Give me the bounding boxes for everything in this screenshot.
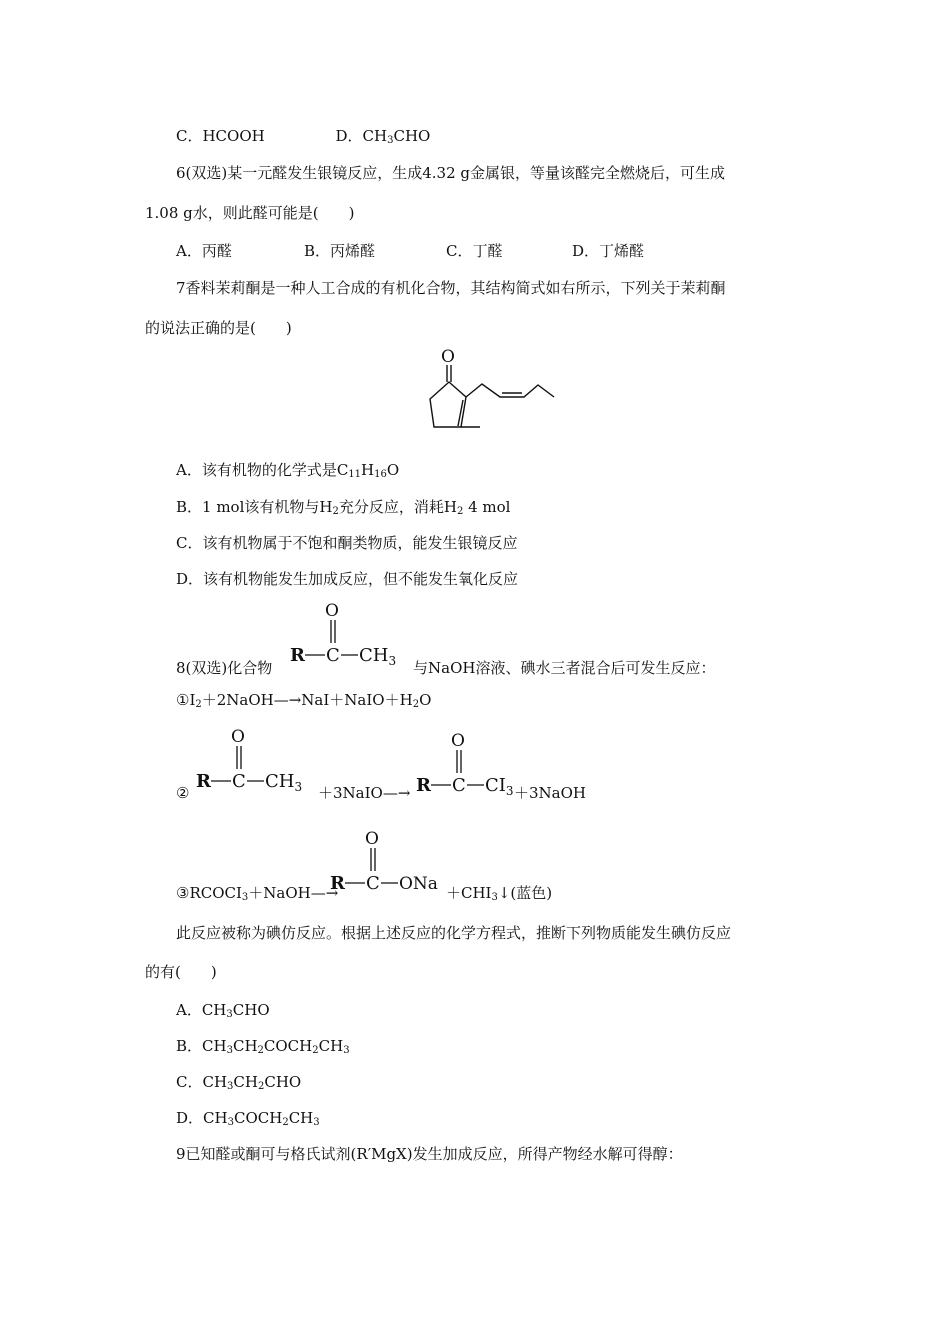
- rxn2-reactant-c: C: [232, 771, 246, 792]
- ketone-c-label: C: [326, 645, 340, 666]
- q7-stem-line2: 的说法正确的是( ): [145, 319, 292, 337]
- rxn2-reactant-r: R: [196, 771, 211, 792]
- carbonyl-oxygen-label: O: [441, 347, 455, 367]
- q9-stem: 9已知醛或酮可与格氏试剂(R′MgX)发生加成反应，所得产物经水解可得醇：: [176, 1145, 683, 1163]
- rxn3-product-o: O: [365, 829, 379, 849]
- rxn2-product-c: C: [452, 775, 466, 796]
- q8-reaction-3-prefix: $③RCOCI_3+NaOH—\to$: [176, 884, 339, 903]
- q6-option-b: B．丙烯醛: [304, 242, 376, 260]
- ketone-ch3-label: $CH_3$: [359, 645, 397, 668]
- rxn2-reactant-ch3: $CH_3$: [265, 771, 303, 794]
- q8-reaction-3-suffix: $+CHI_3↓$(蓝色): [446, 884, 553, 903]
- q7-option-d: D．该有机物能发生加成反应，但不能发生氧化反应: [176, 570, 519, 588]
- q7-option-b: B．1 mol该有机物与$H_2$充分反应，消耗$H_2$ 4 mol: [176, 498, 511, 517]
- q5-option-c: C．HCOOH: [176, 127, 265, 145]
- cyclopentanone-ring: [430, 382, 466, 427]
- ketone-o-label: O: [325, 601, 339, 621]
- rxn3-product-structure: [328, 826, 448, 906]
- rxn2-product-r: R: [416, 775, 431, 796]
- q8-desc-line2: 的有( ): [145, 963, 217, 981]
- q6-stem-line1: 6(双选)某一元醛发生银镜反应，生成4.32 g金属银，等量该醛完全燃烧后，可生成: [176, 164, 726, 182]
- rxn2-reactant-o: O: [231, 727, 245, 747]
- q6-stem-line2: 1.08 g水，则此醛可能是( ): [145, 204, 355, 222]
- q8-option-c: C．$CH_3CH_2CHO$: [176, 1073, 302, 1092]
- methyl-ketone-structure: [288, 598, 410, 678]
- q8-reaction-1: $①I_2+2NaOH—\to NaI+NaIO+H_2O$: [176, 691, 432, 710]
- q6-option-a: A．丙醛: [176, 242, 232, 260]
- jasmone-structure: [420, 342, 560, 437]
- q7-stem-line1: 7香料茉莉酮是一种人工合成的有机化合物，其结构简式如右所示，下列关于茉莉酮: [176, 279, 726, 297]
- q6-option-c: C．丁醛: [446, 242, 503, 260]
- q5-option-row: [176, 126, 430, 146]
- ketone-r-label: R: [290, 645, 305, 666]
- q6-option-d: D．丁烯醛: [572, 242, 645, 260]
- rxn2-product-ci3: $CI_3$: [485, 775, 514, 798]
- q8-reaction-2-mid: ＋3NaIO—→: [318, 784, 411, 802]
- rxn2-product-o: O: [451, 731, 465, 751]
- q6-options: [176, 241, 644, 261]
- q8-option-d: D．$CH_3COCH_2CH_3$: [176, 1109, 320, 1128]
- rxn3-product-c: C: [366, 873, 380, 894]
- q8-desc-line1: 此反应被称为碘仿反应。根据上述反应的化学方程式，推断下列物质能发生碘仿反应: [176, 924, 732, 942]
- q7-option-a: A．该有机物的化学式是$C_{11}H_{16}O$: [176, 461, 400, 480]
- q8-reaction-2-number: ②: [176, 784, 190, 802]
- rxn2-product-structure: [414, 728, 524, 808]
- q8-option-a: A．$CH_3CHO$: [176, 1001, 270, 1020]
- rxn3-product-r: R: [330, 873, 345, 894]
- q8-stem-prefix: 8(双选)化合物: [176, 659, 273, 677]
- q8-option-b: B．$CH_3CH_2COCH_2CH_3$: [176, 1037, 350, 1056]
- pentenyl-chain: [466, 384, 554, 397]
- q7-option-c: C．该有机物属于不饱和酮类物质，能发生银镜反应: [176, 534, 518, 552]
- q8-reaction-2-suffix: ＋3NaOH: [514, 784, 586, 802]
- q8-stem-suffix: 与NaOH溶液、碘水三者混合后可发生反应：: [413, 659, 716, 677]
- rxn2-reactant-structure: [194, 724, 316, 804]
- rxn3-product-ona: ONa: [399, 874, 438, 894]
- q5-option-d: D．$CH_3CHO$: [335, 127, 431, 146]
